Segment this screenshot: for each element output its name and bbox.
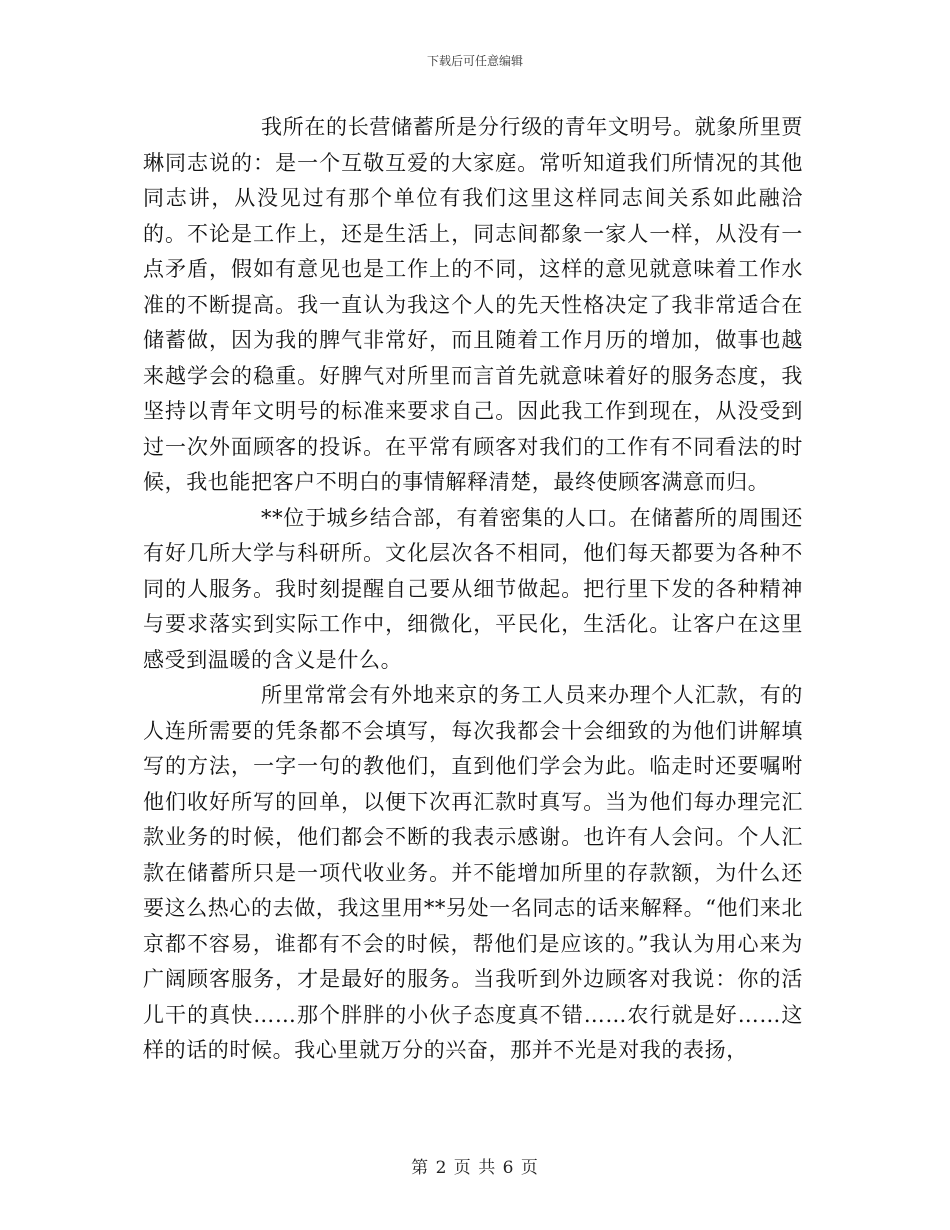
paragraph-2: **位于城乡结合部，有着密集的人口。在储蓄所的周围还有好几所大学与科研所。文化层次各不相同，他们每天都要为各种不同的人服务。我时刻提醒自己要从细节做起。把行里下发的各种精神与要求落实到实际工作中，细微化，平民化，生活化。让客户在这里感受到温暖的含义是什么。 <box>143 505 803 672</box>
page-header-note: 下载后可任意编辑 <box>426 54 523 68</box>
page-number-footer: 第 2 页 共 6 页 <box>411 1158 539 1178</box>
paragraph-3: 所里常常会有外地来京的务工人员来办理个人汇款，有的人连所需要的凭条都不会填写，每次我都会十会细致的为他们讲解填写的方法，一字一句的教他们，直到他们学会为此。临走时还要嘱咐他们收好所写的回单，以便下次再汇款时真写。当为他们每办理完汇款业务的时候，他们都会不断的我表示感谢。也许有人会问。个人汇款在储蓄所只是一项代收业务。并不能增加所里的存款额，为什么还要这么热心的去做，我这里用**另处一名同志的话来解释。“他们来北京都不容易，谁都有不会的时候，帮他们是应该的。”我认为用心来为广阔顾客服务，才是最好的服务。当我听到外边顾客对我说：你的活儿干的真快……那个胖胖的小伙子态度真不错……农行就是好……这样的话的时候。我心里就万分的兴奋，那并不光是对我的表扬， <box>143 683 803 1062</box>
document-body <box>143 110 803 1069</box>
paragraph-1: 我所在的长营储蓄所是分行级的青年文明号。就象所里贾琳同志说的：是一个互敬互爱的大家庭。常听知道我们所情况的其他同志讲，从没见过有那个单位有我们这里这样同志间关系如此融洽的。不论是工作上，还是生活上，同志间都象一家人一样，从没有一点矛盾，假如有意见也是工作上的不同，这样的意见就意味着工作水准的不断提高。我一直认为我这个人的先天性格决定了我非常适合在储蓄做，因为我的脾气非常好，而且随着工作月历的增加，做事也越来越学会的稳重。好脾气对所里而言首先就意味着好的服务态度，我坚持以青年文明号的标准来要求自己。因此我工作到现在，从没受到过一次外面顾客的投诉。在平常有顾客对我们的工作有不同看法的时候，我也能把客户不明白的事情解释清楚，最终使顾客满意而归。 <box>143 115 803 494</box>
